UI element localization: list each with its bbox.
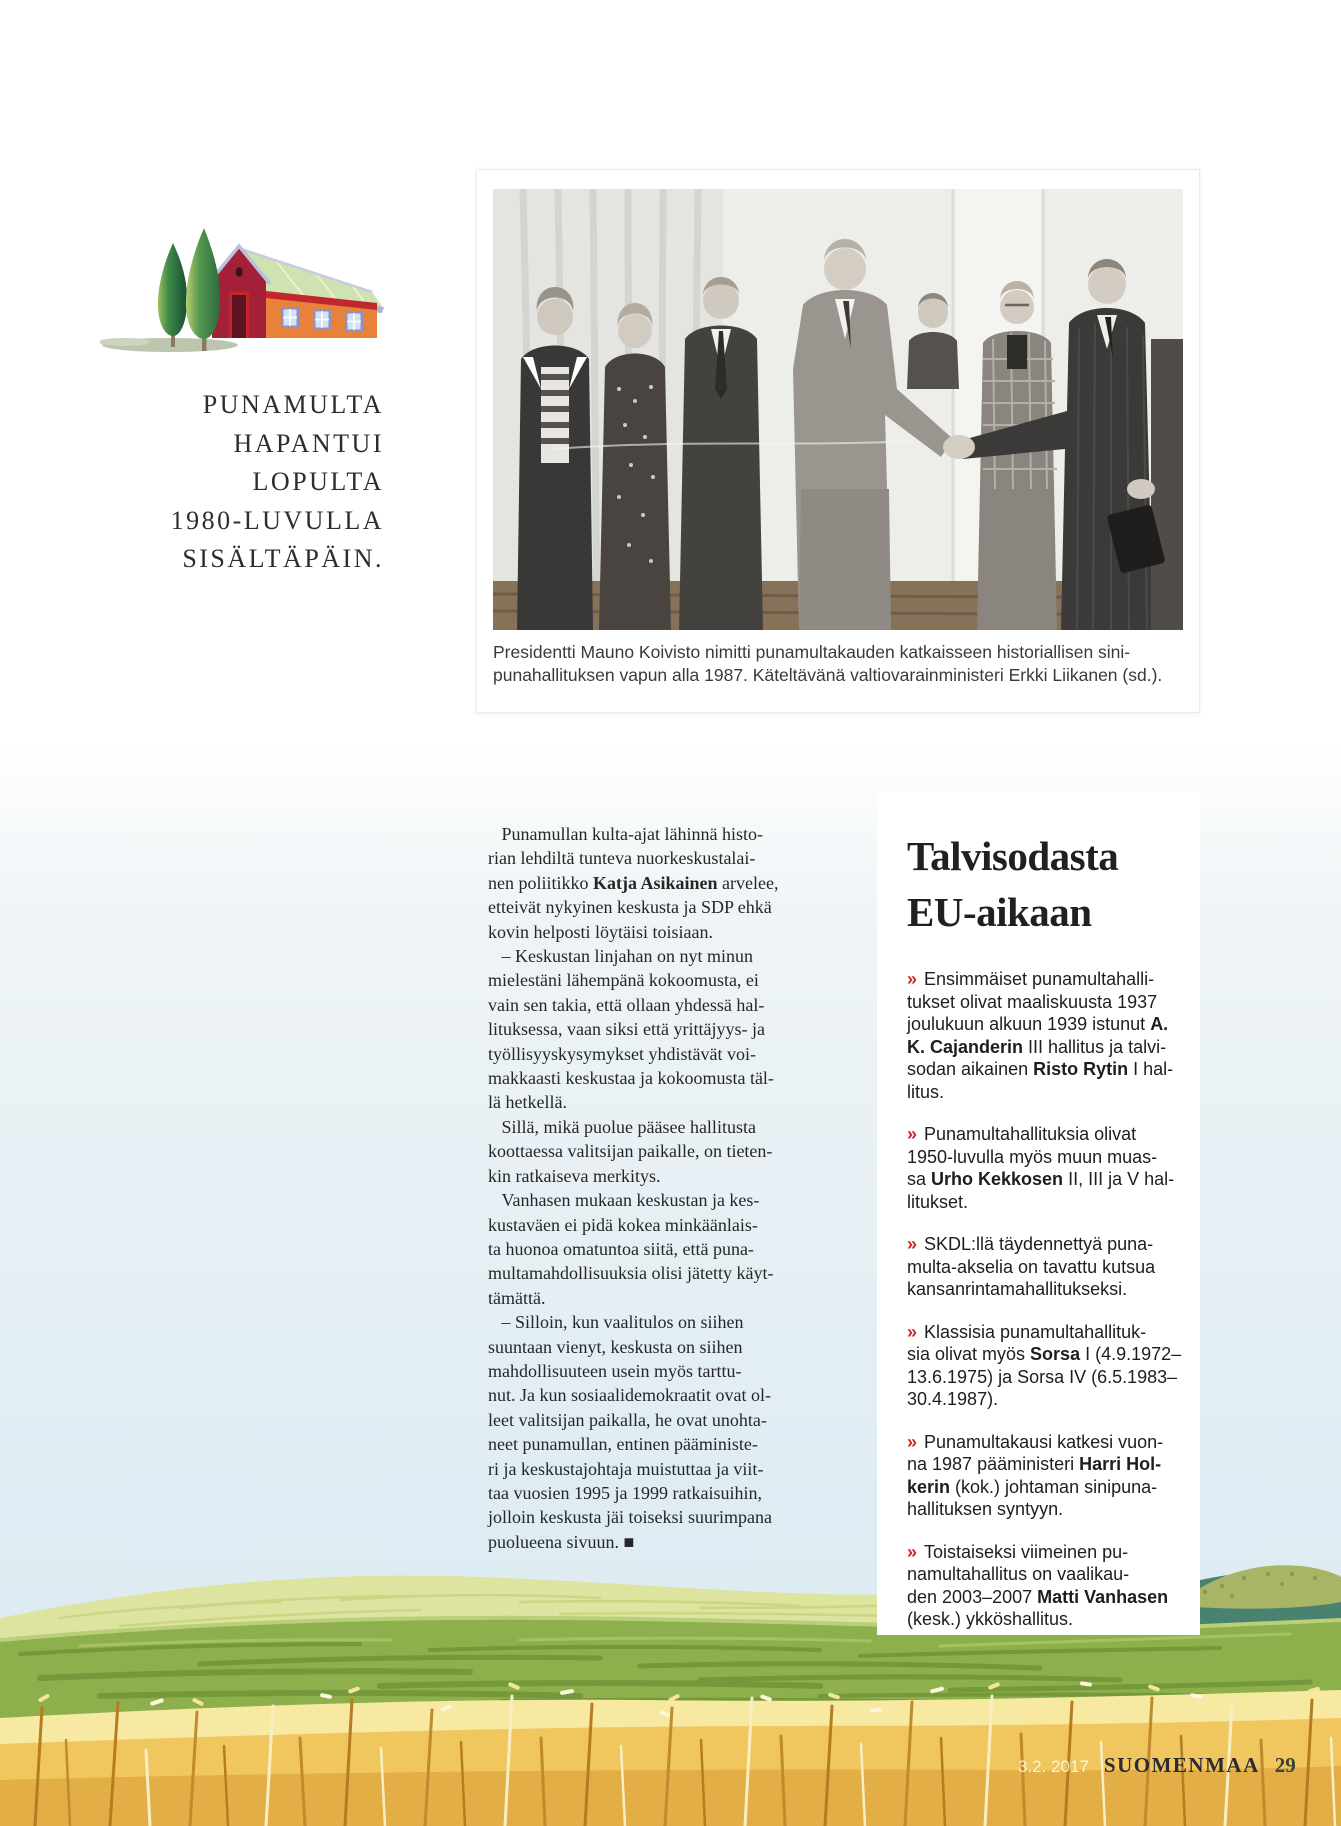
group-photo	[493, 189, 1183, 630]
sidebar-item-text: Punamultahallituksia olivat 1950-luvulla myös muun muas- sa Urho Kekkosen II, III ja V hal- litukset.	[907, 1124, 1175, 1212]
article-body	[488, 822, 832, 1554]
farmhouse-illustration	[100, 195, 400, 360]
chevron-bullet-icon: »	[907, 1431, 918, 1452]
olive-mound	[1180, 1565, 1341, 1608]
sidebar-item-text: Punamultakausi katkesi vuon- na 1987 pääministeri Harri Hol- kerin (kok.) johtaman sinipuna- hallituksen syntyyn.	[907, 1431, 1164, 1519]
article-paragraph: – Keskustan linjahan on nyt minun mielestäni lähempänä kokoomusta, ei vain sen takia, että ollaan yhdessä hal- lituksessa, vaan siksi että yrittäjyys- ja työllisyyskysymykset yhdistävät voi- makkaasti keskustaa ja kokoomusta täl- lä hetkellä.	[488, 946, 774, 1113]
tree-shadow-far	[100, 338, 150, 346]
door-icon	[232, 295, 246, 338]
article-paragraph: – Silloin, kun vaalitulos on siihen suuntaan vienyt, keskusta on siihen mahdollisuuteen usein myös tarttu- nut. Ja kun sosiaalidemokraatit ovat ol- leet valitsijan paikalla, he ovat unohta- neet punamullan, entinen pääministe- ri ja keskustajohtaja muistuttaa ja viit- taa vuosien 1995 ja 1999 ratkaisuihin, jolloin keskusta jäi toiseksi suurimpana puolueena sivuun. ■	[488, 1312, 772, 1552]
magazine-name: SUOMENMAA	[1103, 1753, 1260, 1777]
sidebar-item	[907, 1233, 1176, 1301]
sidebar-item	[907, 1541, 1176, 1631]
photo-card	[476, 169, 1200, 713]
page-number: 29	[1274, 1753, 1296, 1777]
chevron-bullet-icon: »	[907, 969, 918, 989]
sidebar-item	[907, 1123, 1176, 1213]
chevron-bullet-icon: »	[907, 1124, 918, 1144]
sidebar-title: Talvisodasta EU-aikaan	[907, 833, 1119, 935]
chevron-bullet-icon: »	[907, 1541, 918, 1562]
pull-quote: PUNAMULTA HAPANTUI LOPULTA 1980-LUVULLA SISÄLTÄPÄIN.	[170, 390, 384, 573]
gable-window-icon	[236, 267, 243, 277]
footer-date: 3.2. 2017	[1018, 1757, 1089, 1776]
article-paragraph: Punamullan kulta-ajat lähinnä histo- rian lehdiltä tunteva nuorkeskustalai- nen poliitikko Katja Asikainen arvelee, etteivät nykyinen keskusta ja SDP ehkä kovin helposti löytäisi toisiaan.	[488, 824, 779, 942]
chevron-bullet-icon: »	[907, 1321, 918, 1342]
chevron-bullet-icon: »	[907, 1234, 918, 1254]
sidebar-item-text: Toistaiseksi viimeinen pu- namultahallitus on vaalikau- den 2003–2007 Matti Vanhasen (kesk.) ykköshallitus.	[907, 1541, 1169, 1629]
sidebar-item-text: Klassisia punamultahallituk- sia olivat myös Sorsa I (4.9.1972– 13.6.1975) ja Sorsa IV (6.5.1983– 30.4.1987).	[907, 1321, 1182, 1409]
sidebar-item-text: SKDL:llä täydennettyä puna- multa-akselia on tavattu kutsua kansanrintamahallitukseksi.	[907, 1234, 1156, 1299]
farmhouse-icon	[208, 246, 384, 338]
cypress-trees-icon	[158, 228, 220, 351]
article-paragraph: Sillä, mikä puolue pääsee hallitusta koottaessa valitsijan paikalle, on tieten- kin ratkaiseva merkitys.	[488, 1116, 773, 1186]
sidebar-item	[907, 968, 1176, 1103]
sidebar-factbox	[877, 792, 1200, 1635]
sidebar-item	[907, 1321, 1182, 1411]
sidebar-item	[907, 1431, 1176, 1521]
page-footer	[1018, 1753, 1296, 1778]
article-paragraph: Vanhasen mukaan keskustan ja kes- kustaväen ei pidä kokea minkäänlais- ta huonoa omatuntoa siitä, että puna- multamahdollisuuksia olisi jätetty käyt- tämättä.	[488, 1190, 774, 1308]
photo-caption: Presidentti Mauno Koivisto nimitti punamultakauden katkaisseen historiallisen sini- punahallituksen vapun alla 1987. Käteltävänä valtiovarainministeri Erkki Liikanen (sd.).	[493, 642, 1163, 685]
sidebar-item-text: Ensimmäiset punamultahalli- tukset olivat maaliskuusta 1937 joulukuun alkuun 1939 istunut A. K. Cajanderin III hallitus ja talvi- sodan aikainen Risto Rytin I hal- litus.	[907, 969, 1174, 1102]
